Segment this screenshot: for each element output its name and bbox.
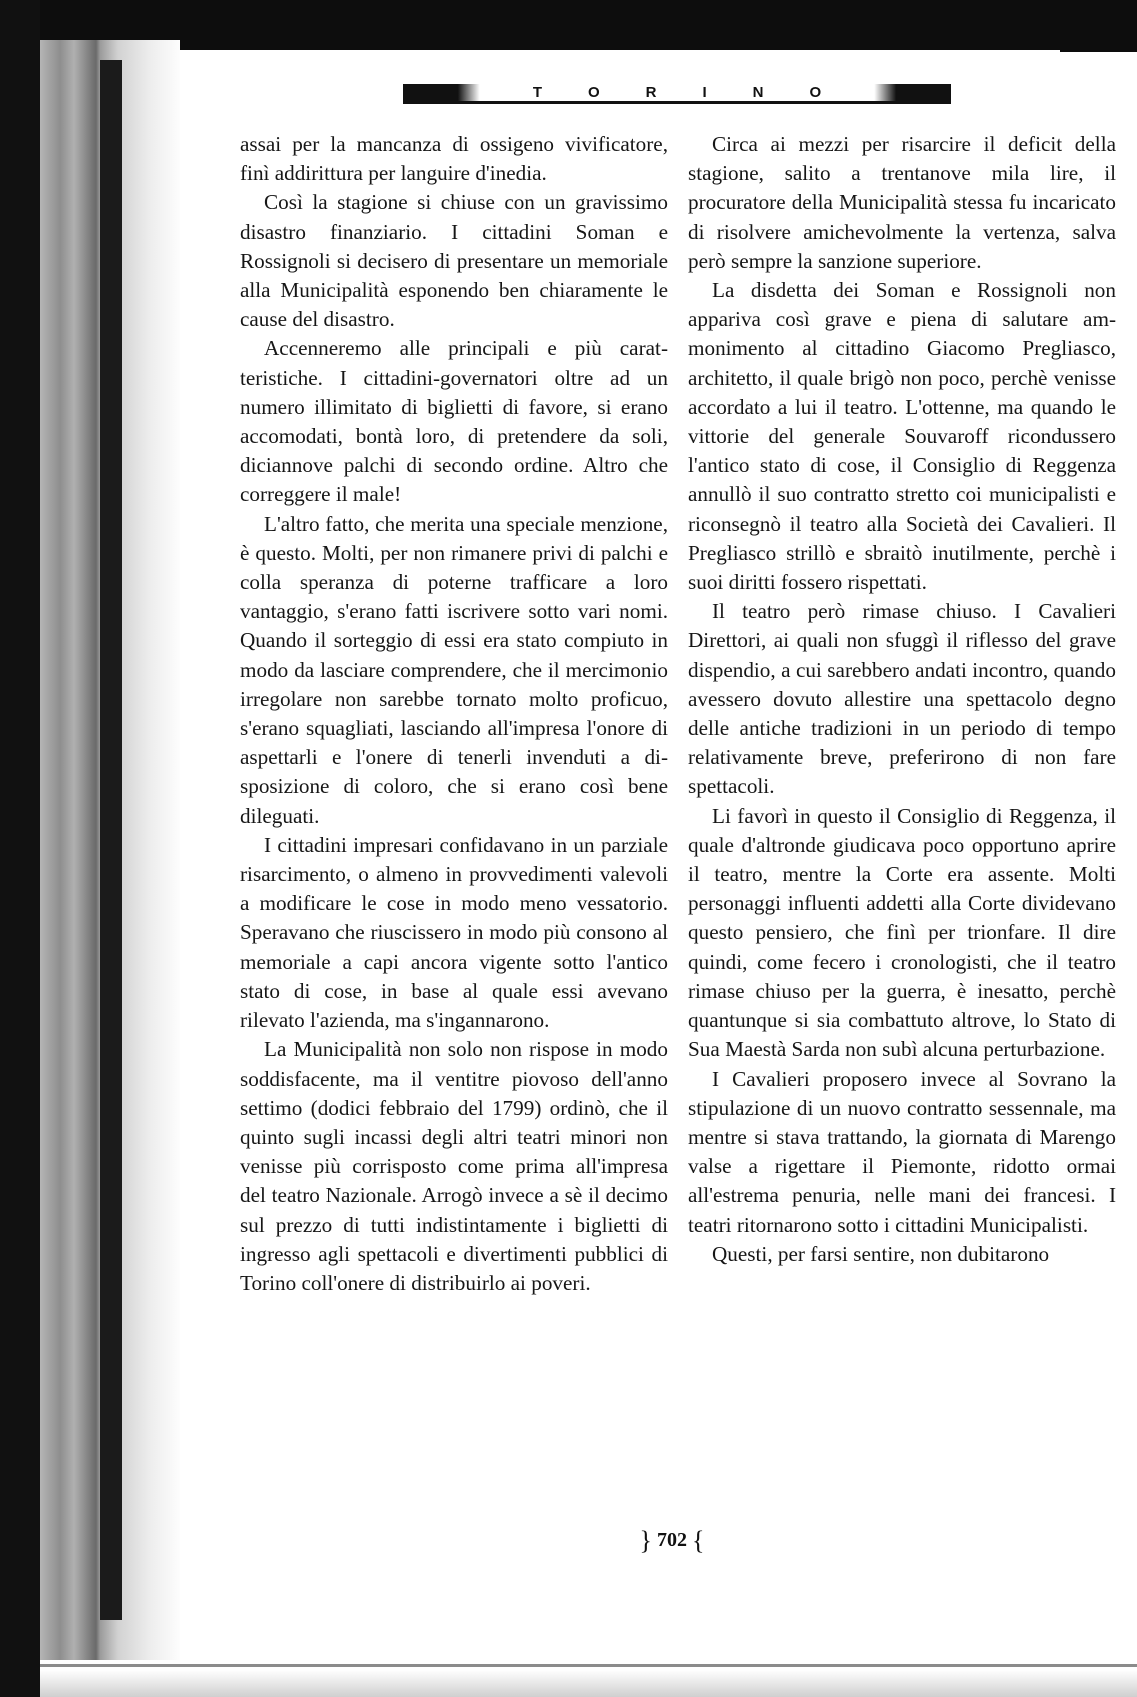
paragraph: L'altro fatto, che merita una speciale menzione, è questo. Molti, per non rimanere privi di palchi e colla speranza di poterne trafficare a loro vantaggio, s'erano fatti iscrivere sotto vari nomi. Quando il sorteggio di essi era stato compiuto in modo da lasciare comprendere, che il mercimonio irregolare non sarebbe tornato molto proficuo, s'erano squagliati, lasciando all'impresa l'onore di aspettarli e l'onere di tenerli invenduti a disposizione di coloro, che si erano così bene dileguati. [240, 511, 668, 828]
header-letter: I [702, 84, 707, 101]
header-letter: R [645, 84, 657, 101]
book-gutter-dark [100, 60, 122, 1620]
paragraph: Il teatro però rimase chiuso. I Cavalieri Direttori, ai quali non sfuggì il riflesso del grave dispendio, a cui sarebbero andati incontro, quando avessero dovuto allestire una spettacolo degno delle antiche tradizioni in un periodo di tempo relativamente breve, preferirono di non fare spettacoli. [688, 599, 1116, 799]
page-number-folio [612, 1526, 732, 1556]
header-letter: O [809, 84, 822, 101]
paragraph: Accenneremo alle principali e più caratteristiche. I cittadini-governatori oltre ad un numero illimitato di biglietti di favore, si erano accomodati, bontà loro, di pretendere da soli, diciannove palchi di secondo ordine. Altro che correggere il male! [240, 336, 668, 507]
paragraph: I Cavalieri proposero invece al Sovrano la stipulazione di un nuovo contratto sessennale, ma mentre si stava trattando, la giornata di Marengo valse a rigettare il Piemonte, ridotto ormai all'estrema penuria, nelle mani dei francesi. I teatri ritornarono sotto i cittadini Municipalisti. [688, 1066, 1116, 1237]
paragraph: Questi, per farsi sentire, non dubitarono [712, 1241, 1050, 1266]
header-letter: N [752, 84, 764, 101]
scan-border-left [0, 0, 40, 1697]
paragraph: Così la stagione si chiuse con un gravissimo disastro finanziario. I cittadini Soman e Rossignoli si decisero di presentare un memoriale alla Municipalità esponendo ben chiaramente le cause del disastro. [240, 190, 668, 332]
paragraph: Li favorì in questo il Consiglio di Reggenza, il quale d'altronde giudicava poco opportuno aprire il teatro, mentre la Corte era assente. Molti personaggi influenti addetti alla Corte dividevano questo pensiero, che finì per trionfare. Il dire quindi, come fecero i cronologisti, che il teatro rimase chiuso per la guerra, è inesatto, perchè quantunque si sia combattuto altrove, lo Stato di Sua Maestà Sarda non subì alcuna perturbazione. [688, 803, 1116, 1062]
left-text-column [240, 130, 668, 1298]
header-letter: O [587, 84, 600, 101]
folio-brace-right: { [692, 1526, 705, 1555]
paragraph: La Municipalità non solo non rispose in modo soddisfacente, ma il ventitre piovoso dell'anno settimo (dodici febbraio del 1799) ordinò, che il quinto sugli incassi degli altri teatri minori non venisse più corrisposto come prima all'impresa del teatro Nazionale. Arrogò invece a sè il decimo sul prezzo di tutti indistintamente i biglietti di ingresso agli spettacoli e divertimenti pubblici di Torino coll'onere di distribuirlo ai poveri. [240, 1037, 668, 1295]
paragraph: Circa ai mezzi per risarcire il deficit della stagione, salito a trentanove mila lire, il procuratore della Municipalità stessa fu incaricato di risolvere amichevolmente la vertenza, salva però sempre la sanzione superiore. [688, 132, 1116, 273]
scan-bottom-shadow [40, 1670, 1137, 1697]
paragraph: I cittadini impresari confidavano in un parziale risarcimento, o almeno in provvedimenti valevoli a modificare le cose in modo meno vessatorio. Speravano che riuscissero in modo più consono al memoriale a capi ancora vigente sotto l'antico stato di cose, in base al quale essi avevano rilevato l'azienda, ma s'ingannarono. [240, 832, 668, 1033]
page-number: 702 [657, 1529, 687, 1551]
running-header-ornament [403, 84, 951, 104]
paragraph: La disdetta dei Soman e Rossignoli non appariva così grave e piena di salutare ammonimento al cittadino Giacomo Pregliasco, architetto, il quale brigò non poco, perchè venisse accordato a lui il teatro. L'ottenne, ma quando le vittorie del generale Souvaroff ricondussero l'antico stato di cose, il Consiglio di Reggenza annullò il suo contratto stretto coi municipalisti e riconsegnò il teatro alla Società dei Cavalieri. Il Pregliasco strillò e sbraitò inutilmente, perchè i suoi diritti fossero rispettati. [688, 278, 1116, 595]
scan-bottom-rule [40, 1664, 1137, 1667]
header-letter: T [532, 84, 542, 101]
paragraph: assai per la mancanza di ossigeno vivificatore, finì addirittura per languire d'inedia. [240, 132, 668, 186]
right-text-column [688, 130, 1116, 1269]
folio-brace-left: } [639, 1526, 652, 1555]
scan-border-notch [1060, 44, 1137, 52]
